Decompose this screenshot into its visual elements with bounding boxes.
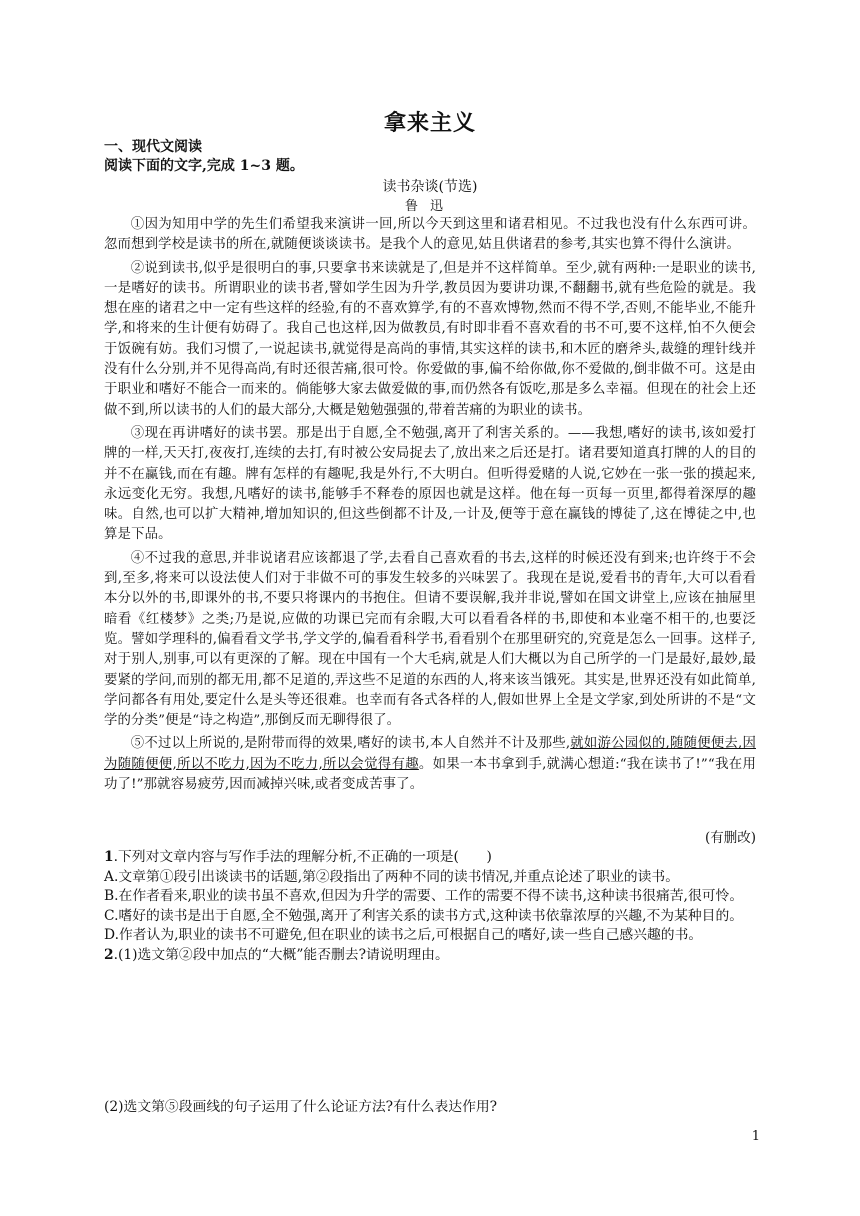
paragraph-4: ④不过我的意思,并非说诸君应该都退了学,去看自己喜欢看的书去,这样的时候还没有到来;也许终于不会到,至多,将来可以设法使人们对于非做不可的事发生较多的兴味罢了。我现在是说,爱看书的青年,大可以看看本分以外的书,即课外的书,不要只将课内的书抱住。但请不要误解,我并非说,譬如在国文讲堂上,应该在抽屉里暗看《红楼梦》之类;乃是说,应做的功课已完而有余暇,大可以看看各样的书,即使和本业毫不相干的,也要泛览。譬如学理科的,偏看看文学书,学文学的,偏看看科学书,看看别个在那里研究的,究竟是怎么一回事。这样子,对于别人,别事,可以有更深的了解。现在中国有一个大毛病,就是人们大概以为自己所学的一门是最好,最妙,最要紧的学问,而别的都无用,都不足道的,弄这些不足道的东西的人,将来该当饿死。其实是,世界还没有如此简单,学问都各有用处,要定什么是头等还很难。也幸而有各式各样的人,假如世界上全是文学家,到处所讲的不是“文学的分类”便是“诗之构造”,那倒反而无聊得很了。	[104, 550, 756, 729]
article-title: 读书杂谈(节选)	[382, 179, 478, 195]
article-author: 鲁迅	[404, 199, 455, 214]
paragraph-2: ②说到读书,似乎是很明白的事,只要拿书来读就是了,但是并不这样简单。至少,就有两种:一是职业的读书,一是嗜好的读书。所谓职业的读书者,譬如学生因为升学,教员因为要讲功课,不翻翻书,就有些危险的就是。我想在座的诸君之中一定有些这样的经验,有的不喜欢算学,有的不喜欢博物,然而不得不学,否则,不能毕业,不能升学,和将来的生计便有妨碍了。我自己也这样,因为做教员,有时即非看不喜欢看的书不可,要不这样,怕不久便会于饭碗有妨。我们习惯了,一说起读书,就觉得是高尚的事情,其实这样的读书,和木匠的磨斧头,裁缝的理针线并没有什么分别,并不见得高尚,有时还很苦痛,很可怜。你爱做的事,偏不给你做,你不爱做的,倒非做不可。这是由于职业和嗜好不能合一而来的。倘能够大家去做爱做的事,而仍然各有饭吃,那是多么幸福。但现在的社会上还做不到,所以读书的人们的最大部分,大概是勉勉强强的,带着苦痛的为职业的读书。	[104, 260, 756, 418]
question-2-part-2: (2)选文第⑤段画线的句子运用了什么论证方法?有什么表达作用?	[104, 1099, 498, 1115]
question-1-number: 1	[104, 849, 114, 865]
question-1	[104, 848, 756, 868]
option-b: B.在作者看来,职业的读书虽不喜欢,但因为升学的需要、工作的需要不得不读书,这种读书很痛苦,很可怜。	[104, 888, 744, 904]
article-body	[104, 215, 756, 798]
question-2-number: 2	[104, 946, 114, 963]
questions	[104, 848, 756, 965]
page-number: 1	[751, 1129, 760, 1144]
document-title: 拿来主义	[383, 110, 476, 136]
paragraph-5	[104, 734, 756, 795]
question-1-stem: .下列对文章内容与写作手法的理解分析,不正确的一项是( )	[113, 849, 492, 865]
option-a: A.文章第①段引出谈读书的话题,第②段指出了两种不同的读书情况,并重点论述了职业的读书。	[104, 868, 679, 885]
paragraph-5-lead: ⑤不过以上所说的,是附带而得的效果,嗜好的读书,本人自然并不计及那些,	[130, 736, 571, 752]
option-d: D.作者认为,职业的读书不可避免,但在职业的读书之后,可根据自己的嗜好,读一些自己感兴趣的书。	[104, 927, 703, 943]
paragraph-3: ③现在再讲嗜好的读书罢。那是出于自愿,全不勉强,离开了利害关系的。——我想,嗜好的读书,该如爱打牌的一样,天天打,夜夜打,连续的去打,有时被公安局捉去了,放出来之后还是打。诸君要知道真打牌的人的目的并不在赢钱,而在有趣。牌有怎样的有趣呢,我是外行,不大明白。但听得爱赌的人说,它妙在一张一张的摸起来,永远变化无穷。我想,凡嗜好的读书,能够手不释卷的原因也就是这样。他在每一页每一页里,都得着深厚的趣味。自然,也可以扩大精神,增加知识的,但这些倒都不计及,一计及,便等于意在赢钱的博徒了,这在博徒之中,也算是下品。	[104, 425, 756, 543]
question-2	[104, 946, 756, 966]
paragraph-1: ①因为知用中学的先生们希望我来演讲一回,所以今天到这里和诸君相见。不过我也没有什么东西可讲。忽而想到学校是读书的所在,就随便谈谈读书。是我个人的意见,姑且供诸君的参考,其实也算不得什么演讲。	[104, 217, 756, 253]
reading-instruction: 阅读下面的文字,完成 1~3 题。	[104, 158, 304, 174]
paragraph-5-tail: 。如果一本书拿到手,就满心想道:“我在读书了!”“我在用功了!”那就容易疲劳,因而减掉兴味,或者变成苦事了。	[104, 756, 756, 793]
underlined-sentence: 就如游公园似的,随随便便去,因为随随便便,所以不吃力,因为不吃力,所以会觉得有趣	[104, 736, 756, 772]
source-note: (有删改)	[704, 830, 756, 846]
option-c: C.嗜好的读书是出于自愿,全不勉强,离开了利害关系的读书方式,这种读书依靠浓厚的兴趣,不为某种目的。	[104, 907, 744, 924]
section-heading: 一、现代文阅读	[104, 139, 202, 155]
question-2-part-1: .(1)选文第②段中加点的“大概”能否删去?请说明理由。	[113, 946, 449, 963]
